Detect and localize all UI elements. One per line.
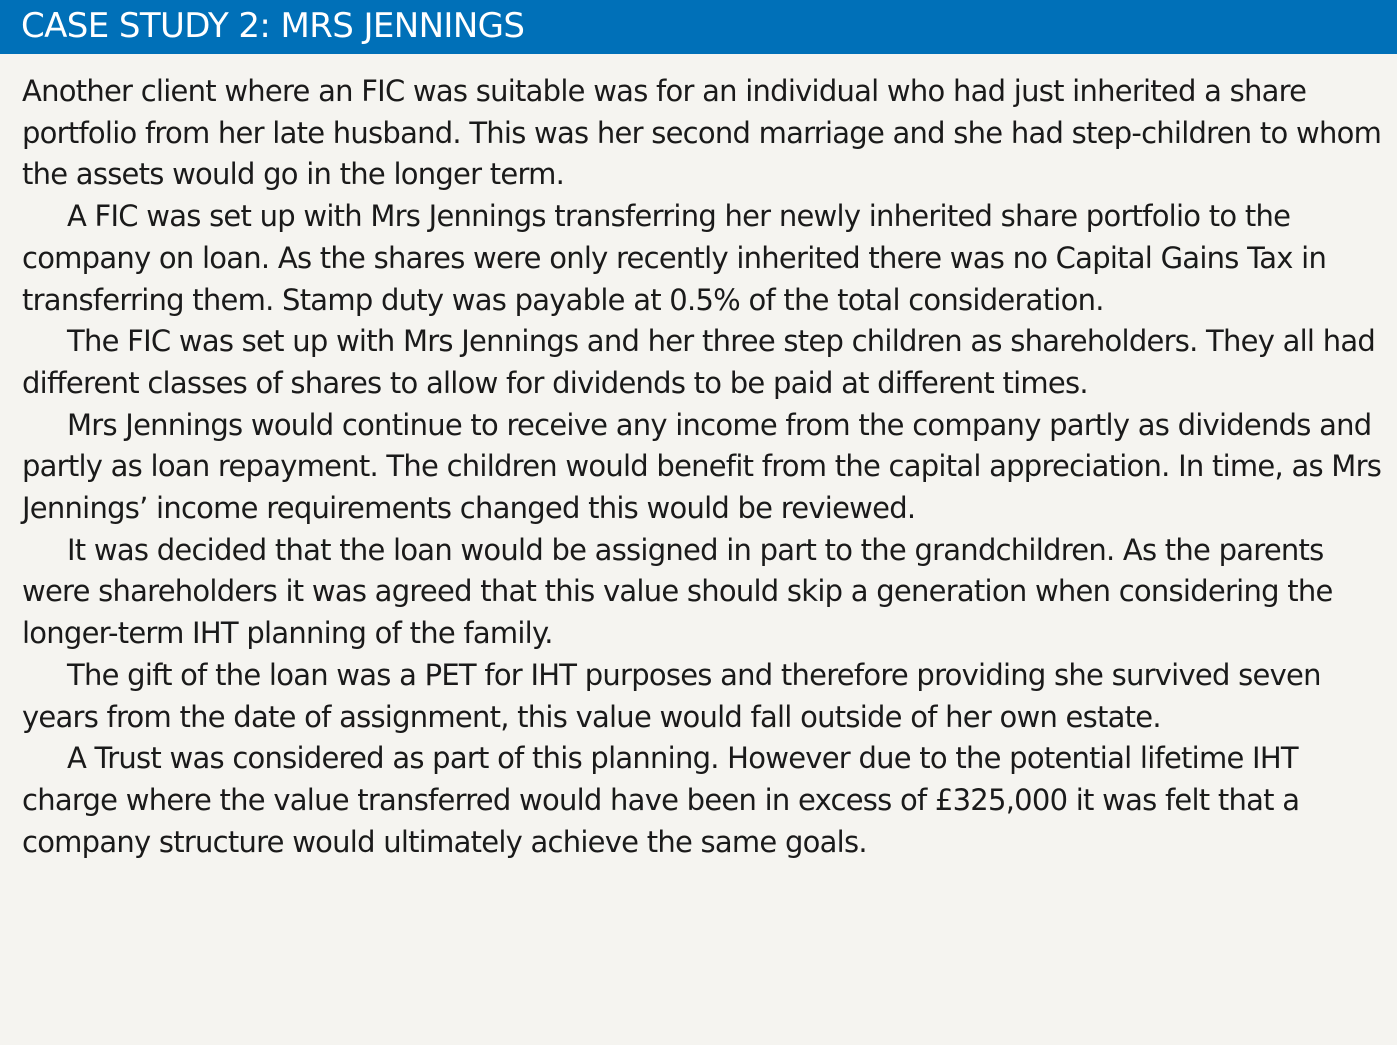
paragraph-trust: A Trust was considered as part of this planning. However due to the potential lifetime IHT charge where the value transferred would have been in excess of £325,000 it was felt that a company structure would ultimately achieve the same goals. [22,741,1300,859]
paragraph-loan-assignment: It was decided that the loan would be assigned in part to the grandchildren. As the parents were shareholders it was agreed that this value should skip a generation when considering the longer-term IHT planning of the family. [22,532,1333,651]
header-bar [0,0,1397,54]
page-title: CASE STUDY 2: MRS JENNINGS [21,6,525,46]
paragraph-fic-setup: A FIC was set up with Mrs Jennings transferring her newly inherited share portfolio to the company on loan. As the shares were only recently inherited there was no Capital Gains Tax in transferring them. Stamp duty was payable at 0.5% of the total consideration. [22,199,1327,317]
case-study-body [22,71,1382,863]
paragraph-shareholders: The FIC was set up with Mrs Jennings and her three step children as shareholders. They all had different classes of shares to allow for dividends to be paid at different times. [22,324,1376,400]
paragraph-intro: Another client where an FIC was suitable was for an individual who had just inherited a share portfolio from her late husband. This was her second marriage and she had step-children to whom the assets would go in the longer term. [22,74,1382,192]
paragraph-income: Mrs Jennings would continue to receive any income from the company partly as dividends and partly as loan repayment. The children would benefit from the capital appreciation. In time, as Mrs Jennings’ income requirements changed this would be reviewed. [22,407,1382,526]
paragraph-pet: The gift of the loan was a PET for IHT purposes and therefore providing she survived seven years from the date of assignment, this value would fall outside of her own estate. [22,657,1321,734]
